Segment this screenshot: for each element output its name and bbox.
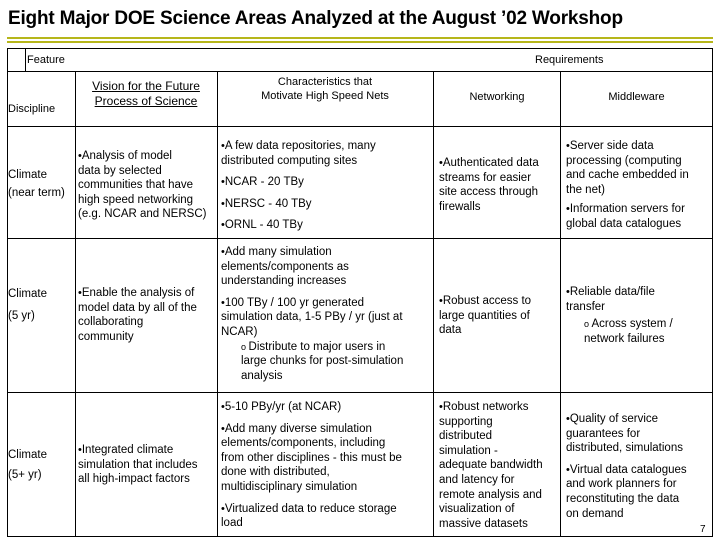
row3-characteristics: • 5-10 PBy/yr (at NCAR) • Add many diverse simulation elements/components, including from other disciplines - this must be done with distributed, multidisciplinary simulation • Virtualized data to reduce storage load	[221, 400, 402, 531]
row1-networking: • Authenticated data streams for easier site access through firewalls	[439, 156, 539, 214]
middleware-header: Middleware	[608, 91, 665, 103]
row1-discipline: Climate (near term)	[8, 169, 65, 199]
title-rule-top	[7, 37, 713, 39]
requirements-header: Requirements	[535, 54, 604, 66]
row3-discipline: Climate (5+ yr)	[8, 449, 47, 481]
vision-header: Vision for the Future Process of Science	[92, 79, 200, 108]
row3-middleware: • Quality of service guarantees for distributed, simulations • Virtual data catalogues and work planners for reconstituting the data on demand	[566, 412, 687, 521]
row3-vision: • Integrated climate simulation that includes all high-impact factors	[78, 443, 198, 487]
discipline-header: Discipline	[8, 103, 56, 115]
row2-networking: • Robust access to large quantities of data	[439, 294, 531, 338]
title-rule-bottom	[7, 41, 713, 43]
row1-characteristics: • A few data repositories, many distributed computing sites • NCAR - 20 TBy • NERSC - 40 TBy • ORNL - 40 TBy	[221, 139, 376, 233]
row3-networking: • Robust networks supporting distributed simulation - adequate bandwidth and latency for remote analysis and visualization of massive datasets	[439, 400, 543, 531]
row1-middleware: • Server side data processing (computing and cache embedded in the net) • Information servers for global data catalogues	[566, 139, 689, 232]
networking-header: Networking	[469, 91, 525, 103]
row2-characteristics: • Add many simulation elements/components as understanding increases • 100 TBy / 100 yr generated simulation data, 1-5 PBy / yr (just at NCAR) o Distribute to major users in large chunks for post-simulation analysis	[221, 245, 403, 383]
characteristics-header: Characteristics that Motivate High Speed Nets	[261, 76, 389, 103]
page-title: Eight Major DOE Science Areas Analyzed at the August ’02 Workshop	[8, 8, 623, 29]
page-number: 7	[700, 524, 706, 535]
feature-header: Feature	[27, 54, 65, 66]
row2-middleware: • Reliable data/file transfer o Across system / network failures	[566, 285, 673, 346]
row1-vision: • Analysis of model data by selected communities that have high speed networking (e.g. NCAR and NERSC)	[78, 149, 206, 222]
row2-discipline: Climate (5 yr)	[8, 288, 47, 322]
row2-vision: • Enable the analysis of model data by all of the collaborating community	[78, 286, 197, 344]
